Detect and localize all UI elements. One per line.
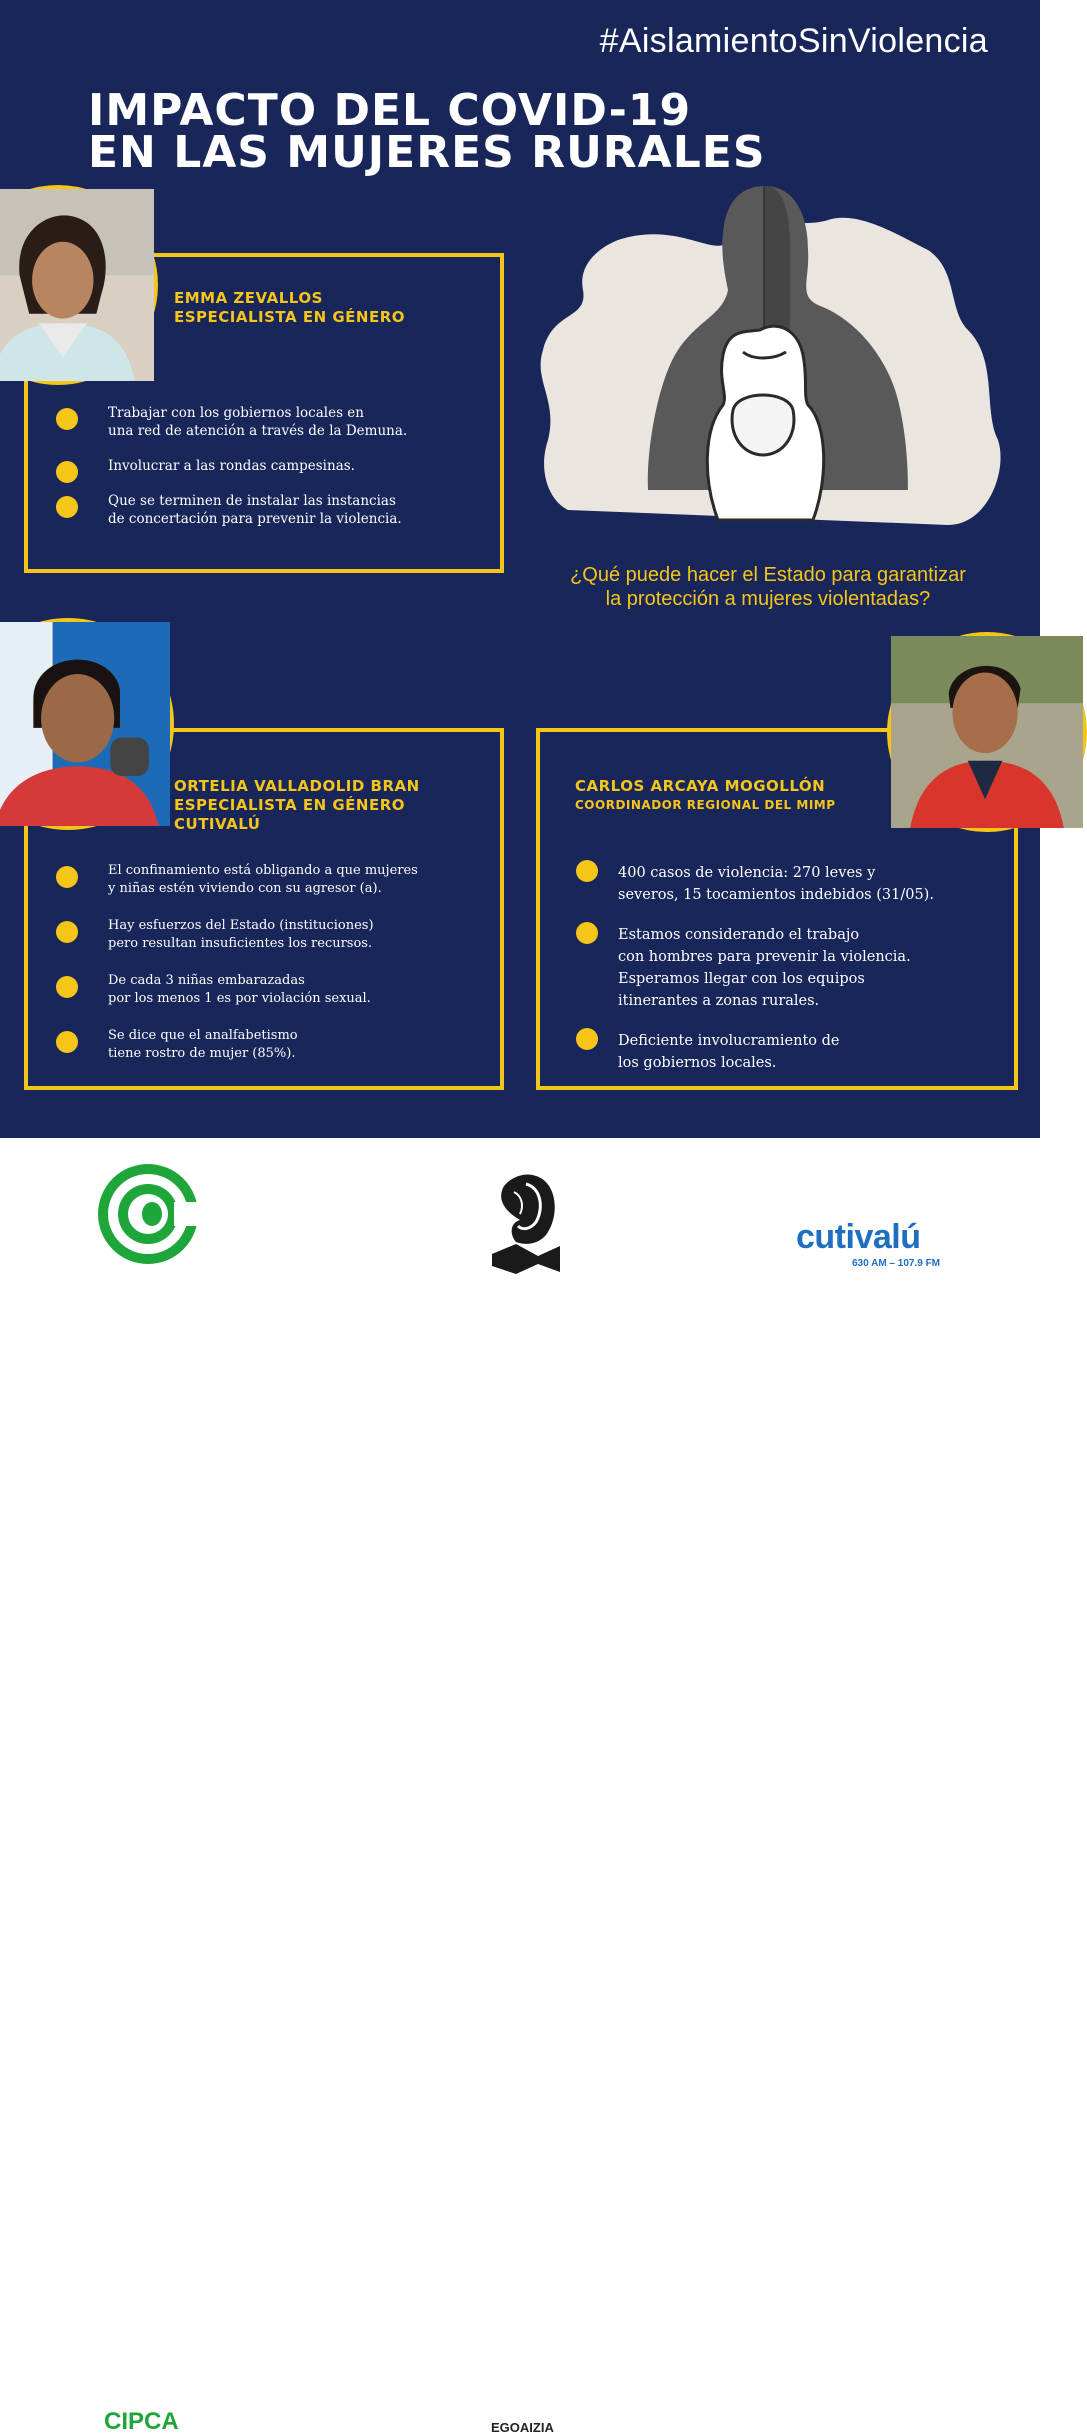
ortelia-points <box>108 862 418 1082</box>
emma-name-block <box>174 289 405 327</box>
emma-points <box>108 404 407 545</box>
carlos-name-block <box>575 777 836 815</box>
list-item: Se dice que el analfabetismo tiene rostro de mujer (85%). <box>108 1027 418 1063</box>
woman-knees <box>732 395 794 455</box>
egoaizia-logo-icon <box>486 1172 566 1276</box>
list-item: De cada 3 niñas embarazadas por los menos 1 es por violación sexual. <box>108 972 418 1008</box>
ortelia-name-block <box>174 777 420 834</box>
carlos-name: CARLOS ARCAYA MOGOLLÓN <box>575 777 826 795</box>
carlos-role: COORDINADOR REGIONAL DEL MIMP <box>575 798 836 812</box>
ortelia-name: ORTELIA VALLADOLID BRAN <box>174 777 420 795</box>
bullet-dot-icon <box>56 408 78 430</box>
ortelia-role: ESPECIALISTA EN GÉNERO <box>174 796 406 814</box>
bullet-dot-icon <box>56 866 78 888</box>
bullet-dot-icon <box>576 860 598 882</box>
bullet-dot-icon <box>56 1031 78 1053</box>
ortelia-org: CUTIVALÚ <box>174 815 261 833</box>
avatar-ortelia-valladolid <box>0 618 174 830</box>
list-item: Hay esfuerzos del Estado (instituciones) pero resultan insuficientes los recursos. <box>108 917 418 953</box>
list-item: Que se terminen de instalar las instancias de concertación para prevenir la violencia. <box>108 492 407 528</box>
bullet-dot-icon <box>56 921 78 943</box>
bullet-dot-icon <box>56 976 78 998</box>
bullet-dot-icon <box>56 496 78 518</box>
crouching-woman-illustration <box>528 180 1008 530</box>
bullet-dot-icon <box>576 922 598 944</box>
list-item: Trabajar con los gobiernos locales en una red de atención a través de la Demuna. <box>108 404 407 440</box>
portrait-photo <box>0 189 154 381</box>
list-item: El confinamiento está obligando a que mujeres y niñas estén viviendo con su agresor (a). <box>108 862 418 898</box>
list-item: Deficiente involucramiento de los gobiernos locales. <box>618 1030 934 1074</box>
page-title <box>88 85 766 178</box>
bullet-dot-icon <box>576 1028 598 1050</box>
emma-role: ESPECIALISTA EN GÉNERO <box>174 308 406 326</box>
avatar-carlos-arcaya <box>887 632 1087 832</box>
list-item: 400 casos de violencia: 270 leves y severos, 15 tocamientos indebidos (31/05). <box>618 862 934 906</box>
question-text: ¿Qué puede hacer el Estado para garantizar la protección a mujeres violentadas? <box>570 564 966 610</box>
title-line-1: IMPACTO DEL COVID-19 <box>88 85 692 136</box>
carlos-points <box>618 862 934 1092</box>
cipca-logo-icon <box>96 1162 200 1270</box>
portrait-photo <box>0 622 170 826</box>
hashtag: #AislamientoSinViolencia <box>599 22 988 60</box>
cipca-logo-text: CIPCA <box>104 2408 179 2435</box>
cutivalu-logo-text: cutivalú <box>796 1218 921 1256</box>
infographic-background <box>0 0 1040 1138</box>
title-line-2: EN LAS MUJERES RURALES <box>88 127 766 178</box>
footer-logos <box>0 1138 1040 2435</box>
avatar-emma-zevallos <box>0 185 158 385</box>
emma-name: EMMA ZEVALLOS <box>174 289 323 307</box>
bullet-dot-icon <box>56 461 78 483</box>
list-item: Involucrar a las rondas campesinas. <box>108 457 407 475</box>
egoaizia-logo-text: EGOAIZIA <box>491 2420 554 2435</box>
list-item: Estamos considerando el trabajo con hombres para prevenir la violencia. Esperamos llegar con los equipos itinerantes a zonas rurales. <box>618 924 934 1012</box>
portrait-photo <box>891 636 1083 828</box>
cutivalu-frequency: 630 AM – 107.9 FM <box>852 1258 941 1269</box>
